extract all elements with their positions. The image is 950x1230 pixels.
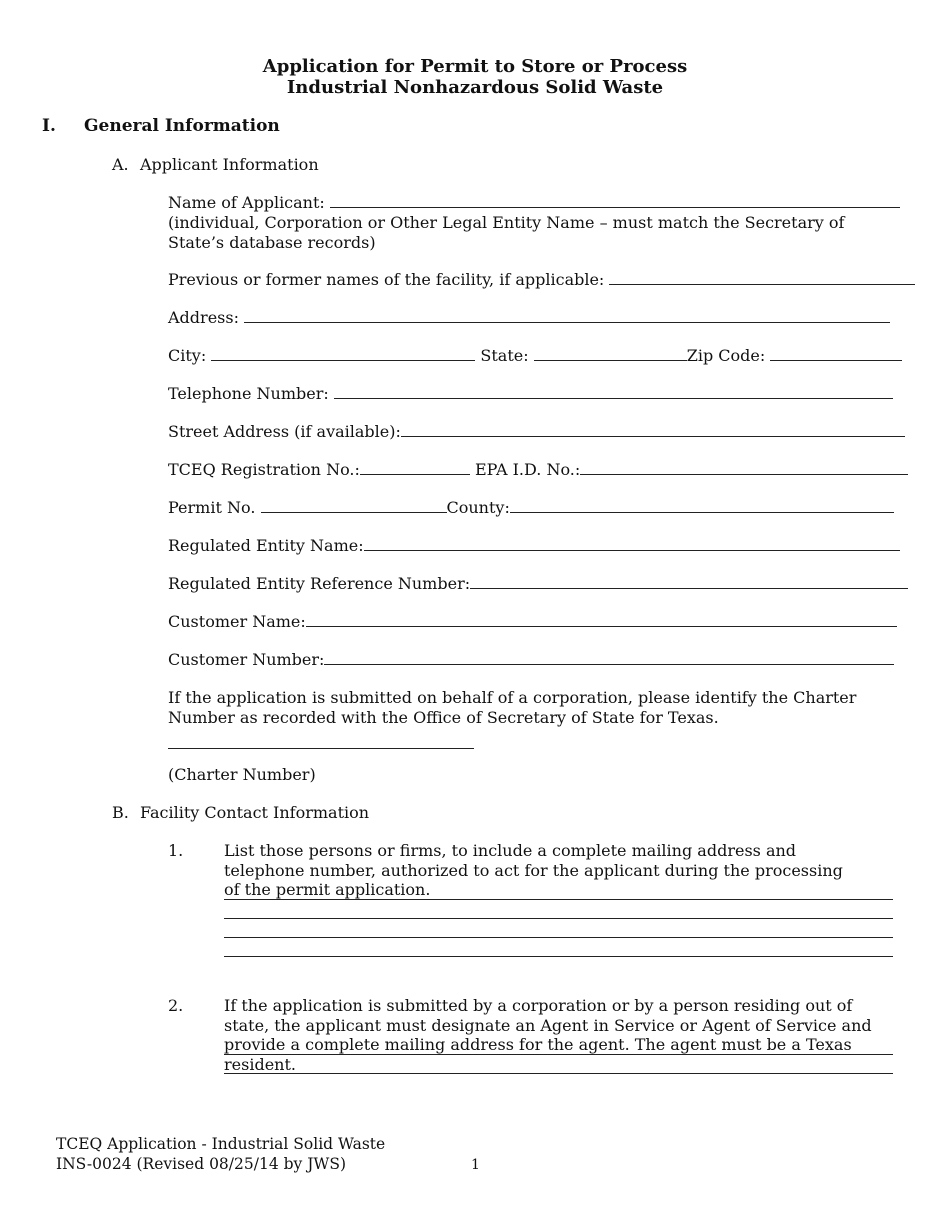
- charter-number-field[interactable]: [168, 748, 474, 749]
- regulated-entity-name-label: Regulated Entity Name:: [168, 536, 364, 555]
- customer-number-label: Customer Number:: [168, 650, 325, 669]
- tceq-registration-label: TCEQ Registration No.:: [168, 460, 360, 479]
- county-field[interactable]: [510, 498, 894, 513]
- document-title-line1: Application for Permit to Store or Process: [262, 56, 688, 77]
- section-numeral: I.: [42, 116, 56, 136]
- contact-item-1-line-4[interactable]: [224, 956, 893, 957]
- name-of-applicant-field[interactable]: [330, 193, 900, 208]
- regulated-entity-name-row: [168, 536, 900, 556]
- street-address-row: [168, 422, 905, 442]
- zip-code-label: Zip Code:: [686, 346, 771, 365]
- part-b-letter: B.: [112, 803, 129, 822]
- page-number: 1: [471, 1157, 480, 1173]
- contact-item-1-number: 1.: [168, 841, 184, 860]
- county-label: County:: [446, 498, 510, 517]
- permit-county-row: [168, 498, 894, 518]
- previous-names-field[interactable]: [609, 270, 915, 285]
- document-title-line2: Industrial Nonhazardous Solid Waste: [286, 77, 664, 98]
- name-of-applicant-row: [168, 193, 900, 213]
- customer-name-row: [168, 612, 897, 632]
- footer-form-number: INS-0024 (Revised 08/25/14 by JWS): [56, 1155, 347, 1173]
- regulated-entity-name-field[interactable]: [364, 536, 900, 551]
- state-field[interactable]: [534, 346, 687, 361]
- permit-no-label: Permit No.: [168, 498, 261, 517]
- regulated-entity-ref-row: [168, 574, 908, 594]
- telephone-row: [168, 384, 893, 404]
- address-field[interactable]: [244, 308, 890, 323]
- street-address-field[interactable]: [401, 422, 905, 437]
- part-b-heading: Facility Contact Information: [140, 803, 370, 822]
- regulated-entity-ref-label: Regulated Entity Reference Number:: [168, 574, 471, 593]
- name-of-applicant-label: Name of Applicant:: [168, 193, 330, 212]
- contact-item-2-text: If the application is submitted by a corporation or by a person residing out of state, the applicant must designate an Agent in Service or Agent of Service and provide a complete mailing address for the agent. The agent must be a Texas resident.: [224, 996, 872, 1074]
- charter-instructions: If the application is submitted on behalf of a corporation, please identify the Charter Number as recorded with the Office of Secretary of State for Texas.: [168, 688, 857, 727]
- contact-item-1-line-2[interactable]: [224, 918, 893, 919]
- contact-item-2-line-1[interactable]: [224, 1054, 893, 1055]
- name-of-applicant-note: (individual, Corporation or Other Legal Entity Name – must match the Secretary of State’s database records): [168, 213, 845, 252]
- tceq-registration-field[interactable]: [360, 460, 470, 475]
- contact-item-2-line-2[interactable]: [224, 1073, 893, 1074]
- contact-item-1-text: List those persons or firms, to include a complete mailing address and telephone number, authorized to act for the applicant during the processing of the permit application.: [224, 841, 843, 899]
- street-address-label: Street Address (if available):: [168, 422, 401, 441]
- customer-number-row: [168, 650, 894, 670]
- contact-item-1-line-1[interactable]: [224, 899, 893, 900]
- city-field[interactable]: [211, 346, 475, 361]
- previous-names-label: Previous or former names of the facility, if applicable:: [168, 270, 610, 289]
- section-heading: General Information: [84, 116, 280, 136]
- part-a-letter: A.: [112, 155, 129, 174]
- regulated-entity-ref-field[interactable]: [470, 574, 908, 589]
- customer-name-label: Customer Name:: [168, 612, 306, 631]
- zip-code-field[interactable]: [770, 346, 902, 361]
- registration-row: [168, 460, 908, 480]
- epa-id-field[interactable]: [580, 460, 908, 475]
- customer-name-field[interactable]: [306, 612, 897, 627]
- contact-item-1-line-3[interactable]: [224, 937, 893, 938]
- state-label: State:: [475, 346, 534, 365]
- contact-item-2-number: 2.: [168, 996, 184, 1015]
- telephone-field[interactable]: [334, 384, 893, 399]
- part-a-heading: Applicant Information: [140, 155, 319, 174]
- charter-number-label: (Charter Number): [168, 765, 316, 784]
- customer-number-field[interactable]: [324, 650, 894, 665]
- address-row: [168, 308, 890, 328]
- address-label: Address:: [168, 308, 245, 327]
- footer-form-title: TCEQ Application - Industrial Solid Waste: [56, 1135, 386, 1153]
- city-label: City:: [168, 346, 212, 365]
- permit-no-field[interactable]: [261, 498, 447, 513]
- epa-id-label: EPA I.D. No.:: [469, 460, 581, 479]
- city-state-zip-row: [168, 346, 902, 366]
- previous-names-row: [168, 270, 915, 290]
- telephone-label: Telephone Number:: [168, 384, 334, 403]
